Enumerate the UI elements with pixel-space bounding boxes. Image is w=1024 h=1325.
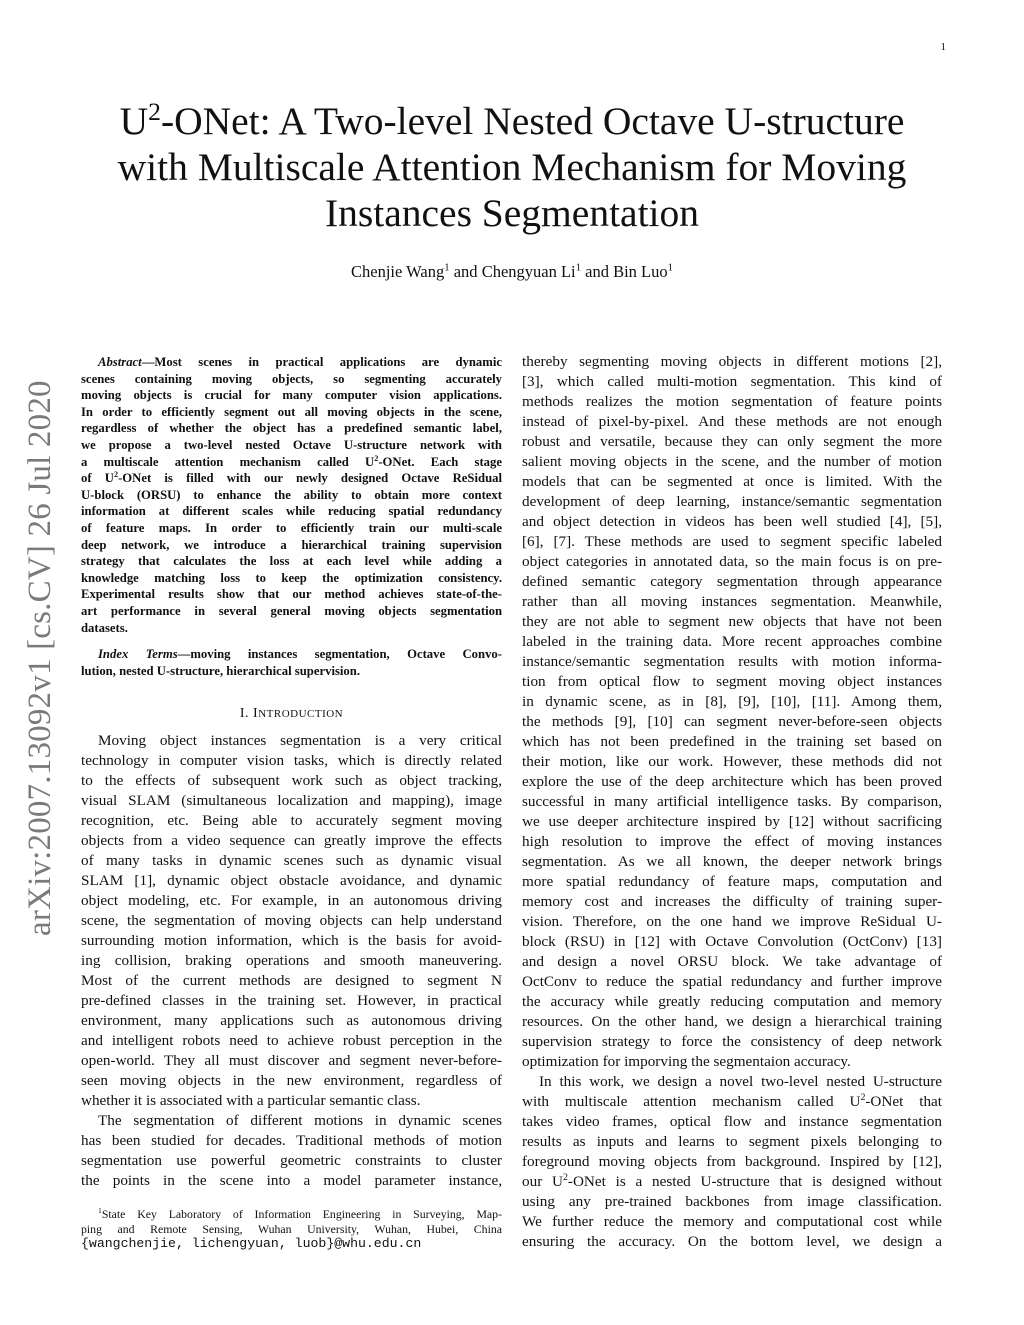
footnote-line: $^1$State Key Laboratory of Information Engineering in Surveying, Map- (98, 1206, 502, 1221)
footnote-line: ping and Remote Sensing, Wuhan University, Wuhan, Hubei, China (81, 1222, 502, 1236)
body-line: to the effects of subsequent work such as object tracking, (81, 772, 502, 789)
author-name: Bin Luo (613, 262, 668, 281)
body-line: high resolution to improve the effect of moving instances (522, 833, 942, 850)
body-line: block (RSU) in [12] with Octave Convolution (OctConv) [13] (522, 933, 942, 950)
body-line: they are not able to segment new objects that have not been (522, 613, 942, 630)
body-line: objects from a video sequence can greatly improve the effects (81, 832, 502, 849)
body-line: methods realizes the motion segmentation of feature points (522, 393, 942, 410)
page-number: 1 (940, 41, 946, 53)
abstract-line: a multiscale attention mechanism called $U^2$-ONet. Each stage (81, 453, 502, 469)
body-line: models that can be segmented at once is limited. With the (522, 473, 942, 490)
body-line: segmentation use powerful geometric constraints to cluster (81, 1152, 502, 1169)
body-line: technology in computer vision tasks, which is directly related (81, 752, 502, 769)
body-line: more spatial redundancy of feature maps, computation and (522, 873, 942, 890)
section-heading: I. INTRODUCTION (239, 706, 344, 721)
abstract-line: moving objects is crucial for many computer vision applications. (81, 388, 502, 403)
body-line: the accuracy while greatly reducing computation and memory (522, 993, 942, 1010)
body-line: ensuring the accuracy. On the bottom level, we design a (522, 1233, 942, 1250)
abstract-line: information at different scales while reducing spatial redundancy (81, 504, 502, 519)
body-line: instance/semantic segmentation results with motion informa- (522, 653, 942, 670)
body-line: using any pre-trained backbones from image classification. (522, 1193, 942, 1210)
body-line: optimization for imporving the segmentaion accuracy. (522, 1053, 851, 1070)
body-line: SLAM [1], dynamic object obstacle avoidance, and dynamic (81, 872, 502, 889)
paper-title: $U^2$-ONet: A Two-level Nested Octave U-structure with Multiscale Attention Mechanism for Moving Instances Segmentation (117, 96, 907, 235)
body-line: rather than all moving instances segmentation. Meanwhile, (522, 593, 942, 610)
body-line: Most of the current methods are designed to segment N (81, 972, 502, 989)
body-line: supervision strategy to force the consistency of deep network (522, 1033, 942, 1050)
body-line: successful in many artificial intelligence tasks. By comparison, (522, 793, 942, 810)
body-line: In this work, we design a novel two-level nested U-structure (539, 1073, 942, 1090)
body-line: scene, the segmentation of moving objects can help understand (81, 912, 502, 929)
body-line: segmentation. As we all known, the deeper network brings (522, 853, 942, 870)
body-line: and intelligent robots need to achieve robust perception in the (81, 1032, 502, 1049)
body-line: explore the use of the deep architecture which has been proved (522, 773, 942, 790)
body-line: recognition, etc. Being able to accurately segment moving (81, 812, 502, 829)
footnote-email[interactable]: {wangchenjie, lichengyuan, luob}@whu.edu.cn (81, 1236, 422, 1251)
body-line: [6], [7]. These methods are used to segment specific labeled (522, 533, 942, 550)
body-line: Moving object instances segmentation is a very critical (98, 732, 502, 749)
abstract-line: deep network, we introduce a hierarchical training supervision (81, 537, 502, 552)
author-list: Chenjie Wang$^1$ and Chengyuan Li$^1$ and Bin Luo$^1$ (351, 261, 673, 281)
body-line: whether it is associated with a particular semantic class. (81, 1092, 421, 1109)
body-line: our $U^2$-ONet is a nested U-structure that is designed without (522, 1171, 942, 1190)
body-line: We further reduce the memory and computational cost while (522, 1213, 942, 1230)
body-line: the points in the scene into a model parameter instance, (81, 1172, 502, 1189)
abstract-line: Experimental results show that our method achieves state-of-the- (81, 587, 502, 602)
author-name: Chenjie Wang (351, 262, 445, 281)
body-line: their motion, like our work. However, these methods did not (522, 753, 942, 770)
author-name: Chengyuan Li (481, 262, 576, 281)
body-line: results as inputs and learns to segment pixels belonging to (522, 1133, 942, 1150)
body-line: salient moving objects in the scene, and the number of motion (522, 453, 942, 470)
body-line: and object detection in videos has been well studied [4], [5], (522, 513, 942, 530)
body-line: The segmentation of different motions in dynamic scenes (98, 1112, 502, 1129)
body-line: open-world. They all must discover and segment never-before- (81, 1052, 502, 1069)
body-line: OctConv to reduce the spatial redundancy and further improve (522, 973, 942, 990)
body-line: resources. On the other hand, we design a hierarchical training (522, 1013, 942, 1030)
body-line: takes video frames, optical flow and instance segmentation (522, 1113, 942, 1130)
body-line: thereby segmenting moving objects in different motions [2], (522, 353, 942, 370)
index-terms-line: lution, nested U-structure, hierarchical supervision. (81, 663, 361, 678)
body-line: vision. Therefore, on the one hand we improve ReSidual U- (522, 913, 942, 930)
abstract-line: of feature maps. In order to efficiently train our multi-scale (81, 521, 502, 535)
body-line: which has not been predefined in the training set based on (522, 733, 942, 750)
body-line: visual SLAM (simultaneous localization and mapping), image (81, 792, 502, 809)
body-line: robust and versatile, because they can only segment the more (522, 433, 942, 450)
arxiv-stamp: arXiv:2007.13092v1 [cs.CV] 26 Jul 2020 (22, 380, 58, 936)
abstract-line: U-block (ORSU) to enhance the ability to obtain more context (81, 487, 502, 502)
body-line: pre-defined classes in the training set. However, in practical (81, 992, 502, 1009)
body-line: object categories in annotated data, so the main focus is on pre- (522, 553, 942, 570)
body-line: tion from optical flow to segment moving object instances (522, 673, 942, 690)
body-line: with multiscale attention mechanism called $U^2$-ONet that (522, 1091, 942, 1110)
body-line: has been studied for decades. Traditional methods of motion (81, 1132, 502, 1149)
abstract-line: regardless of whether the object has a predefined semantic label, (81, 421, 502, 436)
abstract-line: art performance in several general moving objects segmentation (81, 604, 502, 618)
abstract-line: of $U^2$-ONet is filled with our newly designed Octave ReSidual (81, 469, 502, 486)
body-line: foreground moving objects from background. Inspired by [12], (522, 1153, 942, 1170)
body-line: of many tasks in dynamic scenes such as dynamic visual (81, 852, 502, 869)
body-line: environment, many applications such as autonomous driving (81, 1012, 502, 1029)
body-line: the methods [9], [10] can segment never-before-seen objects (522, 713, 942, 730)
body-line: in dynamic scene, as in [8], [9], [10], [11]. Among them, (522, 693, 942, 710)
body-line: seen moving objects in the new environment, regardless of (81, 1072, 502, 1089)
body-line: development of deep learning, instance/semantic segmentation (522, 493, 942, 510)
body-line: memory cost and increases the difficulty of training super- (522, 893, 942, 910)
abstract-line: knowledge matching loss to keep the optimization consistency. (81, 570, 502, 585)
body-line: defined semantic category segmentation through appearance (522, 573, 942, 590)
abstract-line: strategy that calculates the loss at each level while adding a (81, 554, 502, 569)
body-line: object modeling, etc. For example, in an autonomous driving (81, 892, 502, 909)
body-line: we use deeper architecture inspired by [12] without sacrificing (522, 813, 942, 830)
body-line: and design a novel ORSU block. We take advantage of (522, 953, 942, 970)
abstract-line: scenes containing moving objects, so segmenting accurately (81, 371, 502, 386)
abstract-line: Abstract—Most scenes in practical applications are dynamic (98, 355, 502, 369)
body-line: ing collision, braking operations and smooth maneuvering. (81, 952, 502, 969)
body-line: labeled in the training data. More recent approaches combine (522, 633, 942, 650)
body-line: [3], which called multi-motion segmentation. This kind of (522, 373, 942, 390)
abstract-line: In order to efficiently segment out all moving objects in the scene, (81, 404, 502, 419)
body-line: surrounding motion information, which is the basis for avoid- (81, 932, 502, 949)
index-terms-line: Index Terms—moving instances segmentation, Octave Convo- (98, 647, 502, 661)
abstract-line: we propose a two-level nested Octave U-structure network with (81, 438, 502, 452)
body-line: instead of pixel-by-pixel. And these methods are not enough (522, 413, 942, 430)
abstract-line: datasets. (81, 620, 128, 635)
